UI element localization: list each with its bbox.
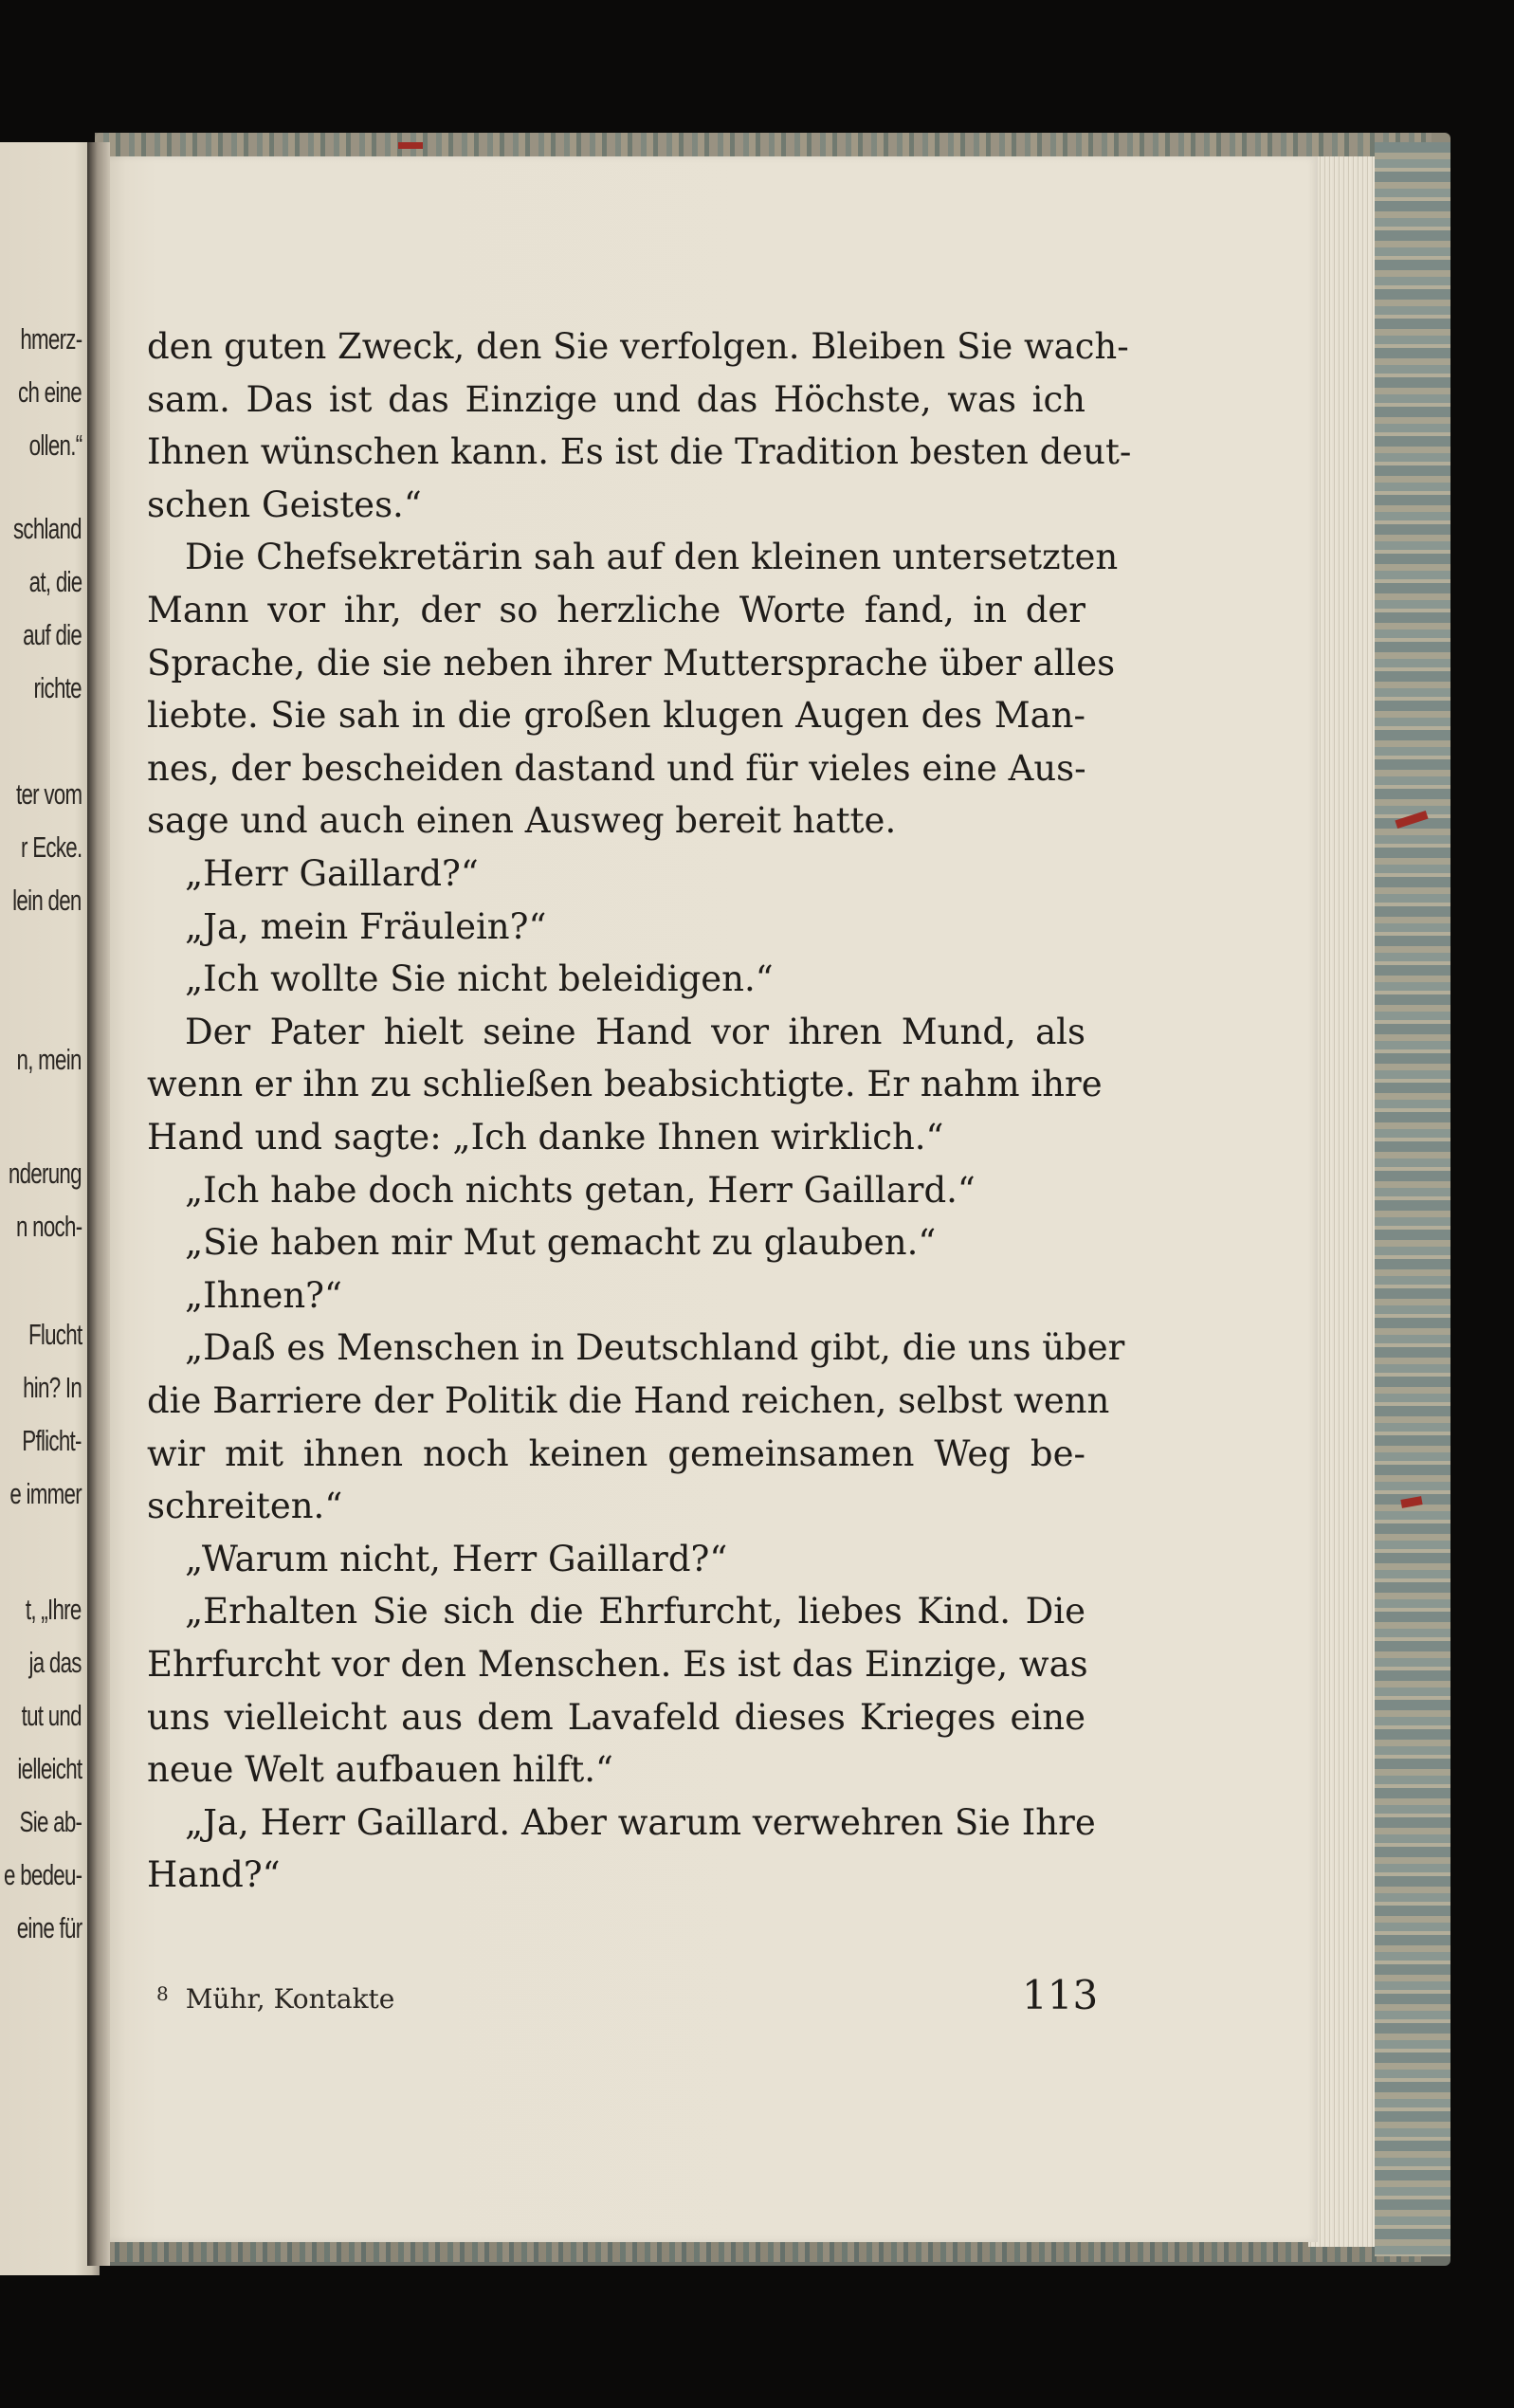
text-line: wenn er ihn zu schließen beabsichtigte. Er nahm ihre [147,1064,1103,1105]
text-line: Hand?“ [147,1854,281,1896]
previous-page-line: Sie ab- [19,1805,82,1838]
text-line: sam. Das ist das Einzige und das Höchste, was ich [147,378,1085,420]
signature-mark [156,1983,394,2015]
text-line: „Ja, mein Fräulein?“ [185,905,547,947]
previous-page-line: tut und [21,1699,82,1732]
previous-page-line: eine für [16,1911,82,1944]
previous-page-line: Pflicht- [22,1424,82,1457]
signature-text: Mühr, Kontakte [185,1983,395,2015]
previous-page-line: e immer [9,1477,82,1510]
text-line: „Ihnen?“ [185,1274,342,1316]
text-line: Ehrfurcht vor den Menschen. Es ist das Einzige, was [147,1644,1088,1685]
previous-page-line: n, mein [16,1043,82,1076]
previous-page-line: ch eine [18,375,82,409]
text-line: „Ich wollte Sie nicht beleidigen.“ [185,958,774,1000]
previous-page-line: schland [13,512,82,545]
book-gutter [87,142,110,2266]
page-number: 113 [1022,1972,1099,2018]
previous-page-line: e bedeu- [3,1858,82,1891]
previous-page-line: r Ecke. [20,830,82,864]
previous-page-line: t, „Ihre [26,1593,82,1626]
text-line: „Herr Gaillard?“ [185,853,479,894]
text-line: schen Geistes.“ [147,483,422,525]
text-line: schreiten.“ [147,1486,343,1527]
previous-page-line: n noch- [15,1210,82,1243]
previous-page-line: ollen.“ [28,429,82,462]
text-line: „Ja, Herr Gaillard. Aber warum verwehren Sie Ihre [185,1801,1096,1843]
text-line: Ihnen wünschen kann. Es ist die Tradition besten deut- [147,431,1132,473]
page-edges [1308,156,1375,2247]
previous-page-line: hmerz- [19,322,82,356]
cover-red-fleck [398,142,423,149]
text-line: Der Pater hielt seine Hand vor ihren Mund, als [185,1011,1085,1052]
text-line: neue Welt aufbauen hilft.“ [147,1749,613,1791]
previous-page-line: richte [33,671,82,704]
signature-number: 8 [156,1982,169,2005]
text-line: nes, der bescheiden dastand und für vieles eine Aus- [147,747,1086,789]
text-line: „Warum nicht, Herr Gaillard?“ [185,1538,728,1579]
text-line: Sprache, die sie neben ihrer Muttersprache über alles [147,642,1116,684]
previous-page-line: ter vom [15,777,82,811]
text-line: wir mit ihnen noch keinen gemeinsamen Weg be- [147,1432,1085,1474]
text-line: „Daß es Menschen in Deutschland gibt, die uns über [185,1327,1125,1369]
text-line: Die Chefsekretärin sah auf den kleinen untersetzten [185,537,1119,578]
text-line: sage und auch einen Ausweg bereit hatte. [147,800,897,842]
previous-page-line: ielleicht [17,1752,82,1785]
text-line: „Sie haben mir Mut gemacht zu glauben.“ [185,1222,937,1264]
text-line: den guten Zweck, den Sie verfolgen. Bleiben Sie wach- [147,326,1129,367]
text-line: uns vielleicht aus dem Lavafeld dieses Krieges eine [147,1696,1085,1738]
cover-right-edge [1375,142,1450,2256]
previous-page-line: hin? In [23,1371,82,1404]
text-line: die Barriere der Politik die Hand reichen, selbst wenn [147,1380,1110,1421]
text-line: Hand und sagte: „Ich danke Ihnen wirklich.“ [147,1117,944,1158]
text-line: „Ich habe doch nichts getan, Herr Gaillard.“ [185,1169,976,1211]
previous-page-line: auf die [23,618,82,651]
previous-page [0,142,100,2275]
previous-page-line: nderung [9,1157,82,1190]
previous-page-line: lein den [12,884,82,917]
text-line: Mann vor ihr, der so herzliche Worte fand, in der [147,590,1085,630]
previous-page-line: ja das [28,1646,82,1679]
text-line: liebte. Sie sah in die großen klugen Augen des Man- [147,695,1085,737]
previous-page-line: at, die [28,565,82,598]
previous-page-line: Flucht [27,1318,82,1351]
text-line: „Erhalten Sie sich die Ehrfurcht, liebes Kind. Die [185,1591,1085,1633]
